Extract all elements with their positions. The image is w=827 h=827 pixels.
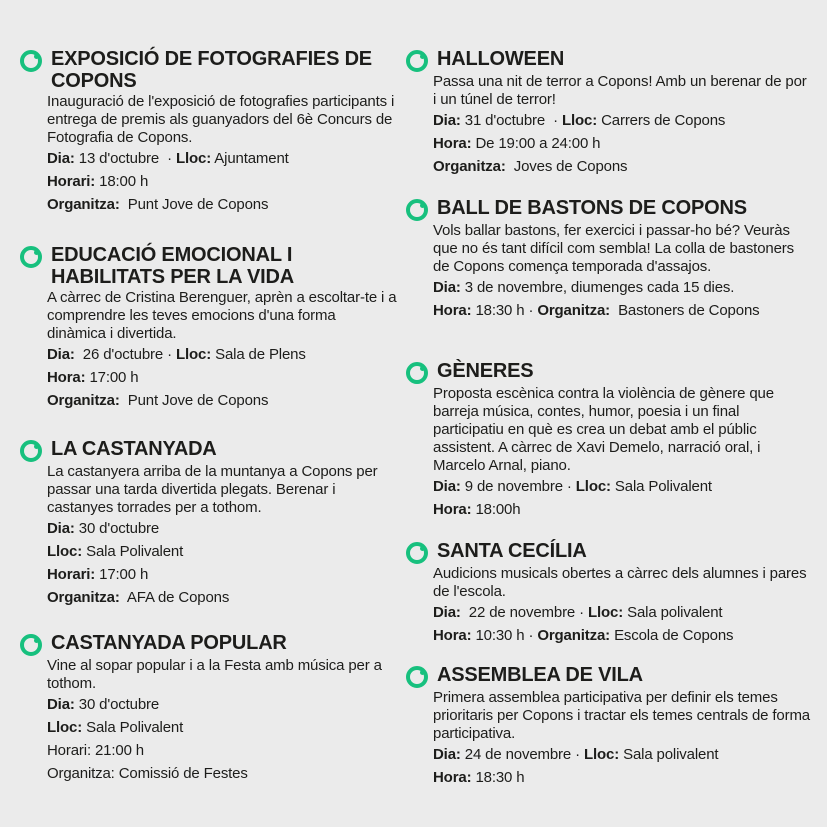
event-description: Passa una nit de terror a Copons! Amb un berenar de por i un túnel de terror! bbox=[433, 73, 807, 108]
time-label: Hora: bbox=[433, 627, 472, 644]
event-organizer bbox=[433, 157, 810, 177]
place-value: Sala Polivalent bbox=[86, 543, 184, 560]
event-organizer bbox=[47, 195, 398, 215]
event-description: Inauguració de l'exposició de fotografies participants i entrega de premis als guanyadors del 6è Concurs de Fotografia de Copons. bbox=[47, 93, 395, 146]
place-label: Lloc: bbox=[588, 604, 624, 621]
place-value: Sala de Plens bbox=[215, 346, 306, 363]
date-label: Dia: bbox=[47, 346, 75, 363]
event-organizer bbox=[47, 588, 398, 608]
event-description: Proposta escènica contra la violència de gènere que barreja música, contes, humor, poesia i un final participatiu en què es crea un debat amb el públic assistent. A càrrec de Xavi Demelo, narració oral, i Marcelo Arnal, piano. bbox=[433, 385, 774, 474]
event-time bbox=[433, 500, 810, 520]
event-title: EDUCACIÓ EMOCIONAL I HABILITATS PER LA VIDA bbox=[51, 244, 295, 288]
place-value: Sala polivalent bbox=[627, 604, 723, 621]
date-value: 24 de novembre bbox=[464, 746, 572, 763]
event-santa-cecilia bbox=[406, 540, 810, 646]
time-label: Horari: bbox=[47, 173, 96, 190]
organizer-label: Organitza: bbox=[47, 589, 120, 606]
event-date-place: Dia: 31 d'octubre · Lloc: Carrers de Copons bbox=[433, 112, 726, 129]
organizer-value: Joves de Copons bbox=[513, 158, 628, 175]
organizer-value: Punt Jove de Copons bbox=[127, 196, 269, 213]
date-label: Dia: bbox=[47, 150, 75, 167]
organizer-value: AFA de Copons bbox=[126, 589, 230, 606]
event-title: CASTANYADA POPULAR bbox=[51, 632, 287, 654]
date-label: Dia: bbox=[433, 279, 461, 296]
place-value: Ajuntament bbox=[214, 150, 289, 167]
place-label: Lloc: bbox=[575, 478, 611, 495]
time-value: De 19:00 a 24:00 h bbox=[475, 135, 601, 152]
place-value: Carrers de Copons bbox=[601, 112, 726, 129]
event-description: La castanyera arriba de la muntanya a Copons per passar una tarda divertida plegats. Berenar i castanyes torrades per a tothom. bbox=[47, 463, 378, 516]
event-time-organizer: Hora: 10:30 h · Organitza: Escola de Copons bbox=[433, 627, 734, 644]
event-time bbox=[433, 134, 810, 154]
date-value: 30 d'octubre bbox=[78, 696, 160, 713]
event-place bbox=[47, 542, 398, 562]
circle-ring-icon bbox=[406, 666, 428, 688]
event-la-castanyada bbox=[20, 438, 398, 608]
time-value: 18:00 h bbox=[99, 173, 149, 190]
date-label: Dia: bbox=[47, 696, 75, 713]
date-label: Dia: bbox=[47, 520, 75, 537]
time-value: 18:30 h bbox=[475, 302, 525, 319]
circle-ring-icon bbox=[406, 542, 428, 564]
event-title: EXPOSICIÓ DE FOTOGRAFIES DE COPONS bbox=[51, 48, 372, 92]
time-label: Hora: bbox=[433, 302, 472, 319]
date-label: Dia: bbox=[433, 112, 461, 129]
date-label: Dia: bbox=[433, 478, 461, 495]
event-organizer: Organitza: Comissió de Festes bbox=[47, 765, 248, 782]
date-value: 3 de novembre, diumenges cada 15 dies. bbox=[464, 279, 735, 296]
organizer-label: Organitza: bbox=[47, 392, 120, 409]
place-value: Sala Polivalent bbox=[614, 478, 712, 495]
organizer-value: Escola de Copons bbox=[614, 627, 734, 644]
place-label: Lloc: bbox=[47, 543, 83, 560]
event-description: Primera assemblea participativa per definir els temes prioritaris per Copons i tractar els temes centrals de forma participativa. bbox=[433, 689, 810, 742]
place-label: Lloc: bbox=[47, 719, 83, 736]
event-place bbox=[47, 718, 398, 738]
event-date bbox=[433, 278, 810, 298]
circle-ring-icon bbox=[406, 199, 428, 221]
circle-ring-icon bbox=[20, 634, 42, 656]
date-value: 22 de novembre bbox=[468, 604, 576, 621]
date-value: 9 de novembre bbox=[464, 478, 563, 495]
event-time bbox=[433, 768, 810, 788]
place-label: Lloc: bbox=[175, 150, 212, 167]
event-title: GÈNERES bbox=[437, 360, 534, 382]
event-title: LA CASTANYADA bbox=[51, 438, 217, 460]
date-value: 13 d'octubre bbox=[78, 150, 160, 167]
event-exposicio-fotografies bbox=[20, 48, 398, 215]
organizer-value: Punt Jove de Copons bbox=[127, 392, 269, 409]
event-time bbox=[47, 565, 398, 585]
organizer-value: Bastoners de Copons bbox=[618, 302, 760, 319]
place-label: Lloc: bbox=[175, 346, 212, 363]
event-title: ASSEMBLEA DE VILA bbox=[437, 664, 643, 686]
organizer-label: Organitza: bbox=[433, 158, 506, 175]
event-assemblea-de-vila bbox=[406, 664, 810, 788]
event-time bbox=[47, 172, 398, 192]
circle-ring-icon bbox=[406, 50, 428, 72]
time-label: Hora: bbox=[47, 369, 86, 386]
time-label: Hora: bbox=[433, 769, 472, 786]
event-description: Vine al sopar popular i a la Festa amb música per a tothom. bbox=[47, 657, 382, 692]
event-date bbox=[47, 695, 398, 715]
date-label: Dia: bbox=[433, 604, 461, 621]
circle-ring-icon bbox=[406, 362, 428, 384]
event-generes bbox=[406, 360, 810, 520]
event-time: Horari: 21:00 h bbox=[47, 742, 144, 759]
organizer-label: Organitza: bbox=[537, 627, 611, 644]
time-value: 17:00 h bbox=[89, 369, 139, 386]
time-label: Hora: bbox=[433, 501, 472, 518]
organizer-label: Organitza: bbox=[537, 302, 611, 319]
time-value: 18:30 h bbox=[475, 769, 525, 786]
date-value: 30 d'octubre bbox=[78, 520, 160, 537]
event-description: Audicions musicals obertes a càrrec dels alumnes i pares de l'escola. bbox=[433, 565, 807, 600]
place-label: Lloc: bbox=[561, 112, 598, 129]
event-date-place: Dia: 26 d'octubre · Lloc: Sala de Plens bbox=[47, 346, 306, 363]
event-description: Vols ballar bastons, fer exercici i passar-ho bé? Veuràs que no és tant difícil com sembla! La colla de bastoners de Copons comença temporada d'assajos. bbox=[433, 222, 794, 275]
date-value: 26 d'octubre bbox=[82, 346, 164, 363]
event-halloween bbox=[406, 48, 810, 177]
time-value: 17:00 h bbox=[99, 566, 149, 583]
organizer-label: Organitza: bbox=[47, 196, 120, 213]
time-value: 10:30 h bbox=[475, 627, 525, 644]
circle-ring-icon bbox=[20, 50, 42, 72]
event-title: HALLOWEEN bbox=[437, 48, 565, 70]
event-educacio-emocional bbox=[20, 244, 398, 411]
place-value: Sala Polivalent bbox=[86, 719, 184, 736]
event-organizer bbox=[47, 391, 398, 411]
time-label: Hora: bbox=[433, 135, 472, 152]
event-date-place: Dia: 13 d'octubre · Lloc: Ajuntament bbox=[47, 150, 289, 167]
time-label: Horari: bbox=[47, 566, 96, 583]
event-date bbox=[47, 519, 398, 539]
date-value: 31 d'octubre bbox=[464, 112, 546, 129]
time-value: 18:00h bbox=[475, 501, 521, 518]
place-label: Lloc: bbox=[583, 746, 620, 763]
date-label: Dia: bbox=[433, 746, 461, 763]
event-time bbox=[47, 368, 398, 388]
event-castanyada-popular bbox=[20, 632, 398, 784]
event-date-place: Dia: 22 de novembre · Lloc: Sala polivalent bbox=[433, 604, 723, 621]
event-title: SANTA CECÍLIA bbox=[437, 540, 587, 562]
event-ball-de-bastons bbox=[406, 197, 810, 321]
event-date-place: Dia: 24 de novembre · Lloc: Sala polivalent bbox=[433, 746, 719, 763]
event-date-place: Dia: 9 de novembre · Lloc: Sala Polivalent bbox=[433, 478, 712, 495]
circle-ring-icon bbox=[20, 246, 42, 268]
event-title: BALL DE BASTONS DE COPONS bbox=[437, 197, 747, 219]
event-description: A càrrec de Cristina Berenguer, aprèn a escoltar-te i a comprendre les teves emocions d'una forma dinàmica i divertida. bbox=[47, 289, 397, 342]
event-time-organizer: Hora: 18:30 h · Organitza: Bastoners de Copons bbox=[433, 302, 760, 319]
circle-ring-icon bbox=[20, 440, 42, 462]
place-value: Sala polivalent bbox=[623, 746, 719, 763]
